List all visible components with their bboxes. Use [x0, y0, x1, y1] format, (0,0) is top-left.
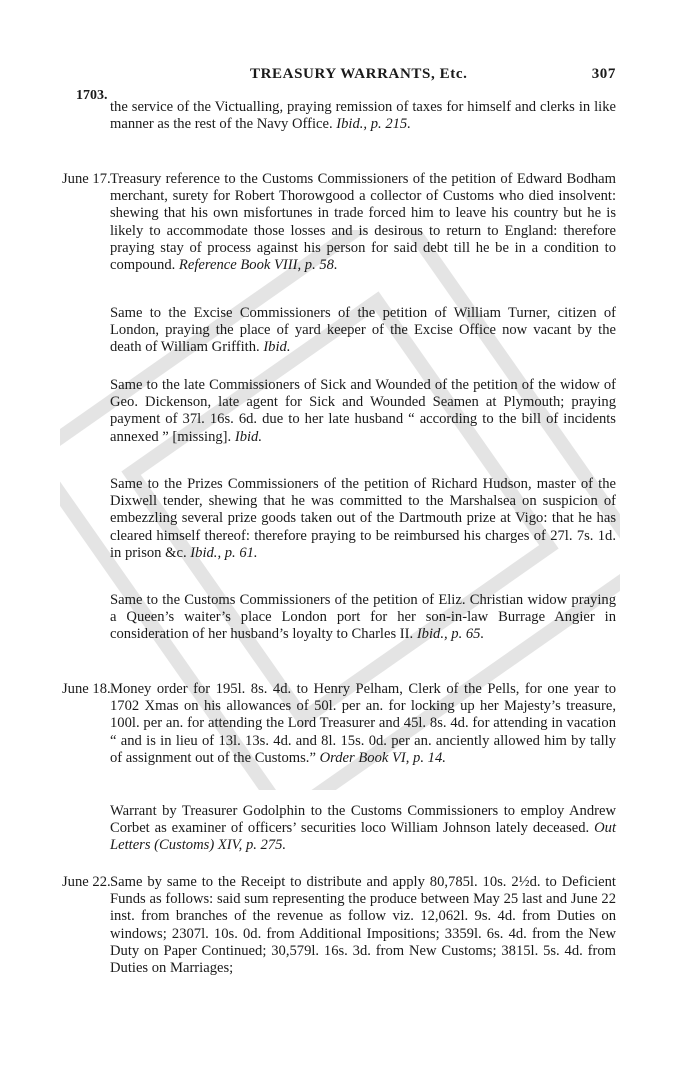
entry-text: Warrant by Treasurer Godolphin to the Customs Commissioners to employ Andrew Corbet as examiner of officers’ securities loco William Johnson lately deceased. [110, 803, 616, 837]
entry-reference: Ibid., p. 61. [190, 544, 258, 561]
entry-text: the service of the Victualling, praying remission of taxes for himself and clerks in like manner as the rest of the Navy Office. [110, 99, 616, 133]
entry-reference: Out Letters (Customs) XIV, p. 275. [110, 820, 616, 854]
entry-text: Same to the late Commissioners of Sick and Wounded of the petition of the widow of Geo. Dickenson, late agent for Sick and Wounded Seamen at Plymouth; praying payment of 37l. 16s. 6d. due to her late husband “ according to the bill of incidents annexed ” [missing]. [110, 377, 616, 445]
entry-text: Same by same to the Receipt to distribute and apply 80,785l. 10s. 2½d. to Deficient Funds as follows: said sum representing the produce between May 25 last and June 22 inst. from branches of the revenue as follow viz. 12,062l. 9s. 4d. from Duties on windows; 2307l. 10s. 0d. from Additional Impositions; 3359l. 6s. 4d. from the New Duty on Paper Continued; 30,579l. 16s. 3d. from New Customs; 3815l. 5s. 4d. from Duties on Marriages; [110, 874, 616, 977]
year-marker: 1703. [76, 88, 108, 103]
page-number: 307 [591, 66, 616, 82]
entry-text: Same to the Prizes Commissioners of the petition of Richard Hudson, master of the Dixwell tender, shewing that he was committed to the Marshalsea on suspicion of embezzling several prize goods taken out of the Dartmouth prize at Vigo: that he has cleared himself thereof: therefore praying to be reimbursed his charges of 27l. 7s. 1d. in prison &c. [110, 476, 616, 561]
entry-text: Same to the Excise Commissioners of the petition of William Turner, citizen of London, praying the place of yard keeper of the Excise Office now vacant by the death of William Griffith. [110, 305, 616, 356]
entry-reference: Ibid. [234, 428, 263, 445]
entry-reference: Order Book VI, p. 14. [319, 749, 446, 766]
entry [110, 305, 616, 357]
entry [110, 681, 616, 767]
entry-text: Treasury reference to the Customs Commissioners of the petition of Edward Bodham merchant, surety for Robert Thorowgood a collector of Customs who died insolvent: shewing that his own misfortunes in trade forced him to leave his country but he is likely to accommodate those losses and is desirous to return to England: therefore praying stay of process against his person for said debt till he be in a condition to compound. [110, 171, 616, 274]
entry-text: Money order for 195l. 8s. 4d. to Henry Pelham, Clerk of the Pells, for one year to 1702 Xmas on his allowances of 50l. per an. for locking up her Majesty’s treasure, 100l. per an. for attending the Lord Treasurer and 45l. 8s. 4d. for attending in vacation “ and is in lieu of 13l. 13s. 4d. and 8l. 15s. 0d. per an. anciently allowed him by tally of assignment out of the Customs.” [110, 681, 616, 766]
running-title: TREASURY WARRANTS, Etc. [250, 66, 468, 82]
entry-reference: Ibid. [263, 339, 291, 356]
entry-date: June 22. [62, 874, 111, 890]
entry [110, 99, 616, 133]
entry [110, 171, 616, 274]
entry-text: Same to the Customs Commissioners of the petition of Eliz. Christian widow praying a Queen’s waiter’s place London port for her son-in-law Burrage Angier in consideration of her husband’s loyalty to Charles II. [110, 592, 616, 643]
entry [110, 803, 616, 855]
entry-date: June 18. [62, 681, 111, 697]
entry [110, 377, 616, 446]
entry [110, 592, 616, 644]
entry-reference: Ibid., p. 65. [416, 626, 485, 643]
entry-reference: Reference Book VIII, p. 58. [178, 257, 338, 274]
entry-date: June 17. [62, 171, 111, 187]
entry-reference: Ibid., p. 215. [336, 116, 411, 133]
entry [110, 476, 616, 562]
entry [110, 874, 616, 977]
